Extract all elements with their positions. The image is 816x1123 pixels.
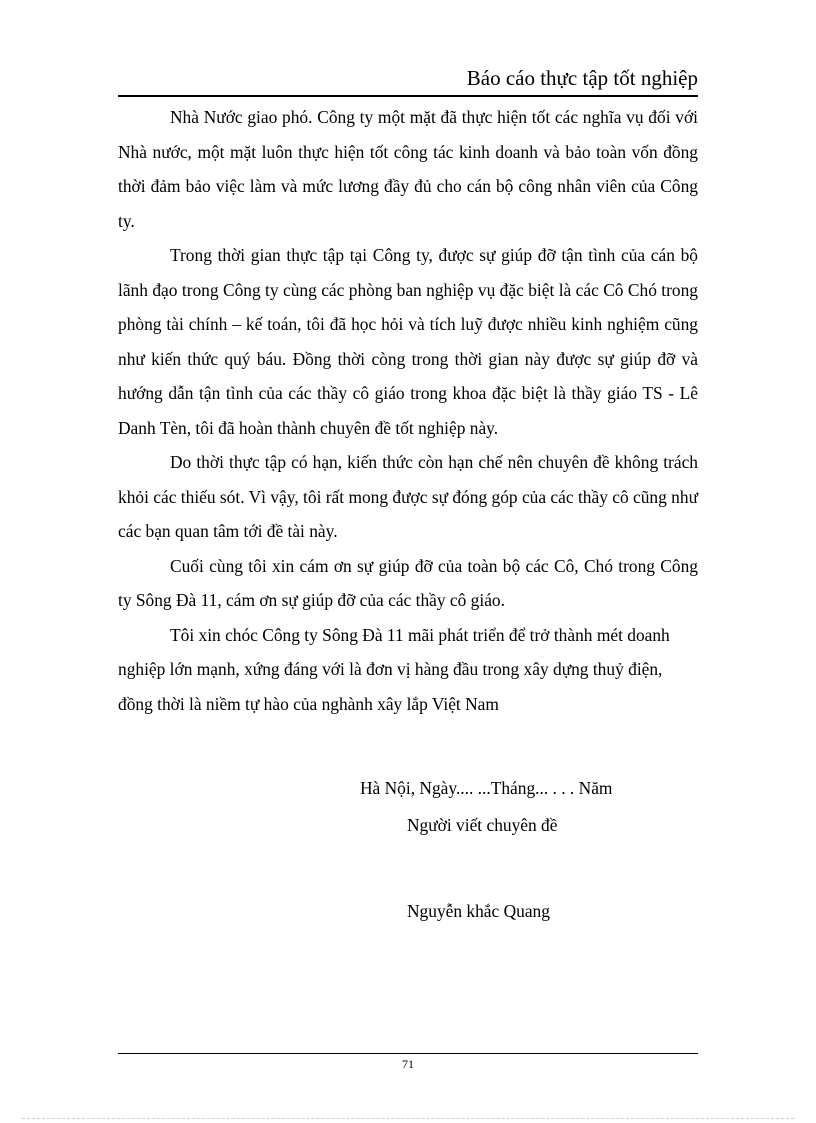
header-rule xyxy=(118,95,698,97)
body-text xyxy=(118,100,698,721)
paragraph: Nhà Nước giao phó. Công ty một mặt đã thực hiện tốt các nghĩa vụ đối với Nhà nước, một mặt luôn thực hiện tốt công tác kinh doanh và bảo toàn vốn đồng thời đảm bảo việc làm và mức lương đầy đủ cho cán bộ công nhân viên của Công ty. xyxy=(118,107,698,231)
signature-name: Nguyễn khắc Quang xyxy=(407,901,550,921)
footer-rule xyxy=(118,1053,698,1054)
paragraph: Tôi xin chóc Công ty Sông Đà 11 mãi phát triển để trở thành mét doanh nghiệp lớn mạnh, xứng đáng với là đơn vị hàng đầu trong xây dựng thuỷ điện, đồng thời là niềm tự hào của nghành xây lắp Việt Nam xyxy=(118,624,670,714)
running-header-title: Báo cáo thực tập tốt nghiệp xyxy=(466,66,698,90)
page-bottom-dashed-rule xyxy=(22,1118,794,1119)
signature-role: Người viết chuyên đề xyxy=(407,815,558,835)
page-number: 71 xyxy=(402,1057,414,1071)
paragraph: Do thời thực tập có hạn, kiến thức còn hạn chế nên chuyên đề không trách khỏi các thiếu sót. Vì vậy, tôi rất mong được sự đóng góp của các thầy cô cũng như các bạn quan tâm tới đề tài này. xyxy=(118,452,698,541)
paragraph: Trong thời gian thực tập tại Công ty, được sự giúp đỡ tận tình của cán bộ lãnh đạo trong Công ty cùng các phòng ban nghiệp vụ đặc biệt là các Cô Chó trong phòng tài chính – kế toán, tôi đã học hỏi và tích luỹ được nhiều kinh nghiệm cũng như kiến thức quý báu. Đồng thời còng trong thời gian này được sự giúp đỡ và hướng dẫn tận tình của các thầy cô giáo trong khoa đặc biệt là thầy giáo TS - Lê Danh Tèn, tôi đã hoàn thành chuyên đề tốt nghiệp này. xyxy=(118,245,698,438)
signature-date-line: Hà Nội, Ngày.... ...Tháng... . . . Năm xyxy=(360,778,613,798)
paragraph: Cuối cùng tôi xin cám ơn sự giúp đỡ của toàn bộ các Cô, Chó trong Công ty Sông Đà 11, cám ơn sự giúp đỡ của các thầy cô giáo. xyxy=(118,555,698,610)
